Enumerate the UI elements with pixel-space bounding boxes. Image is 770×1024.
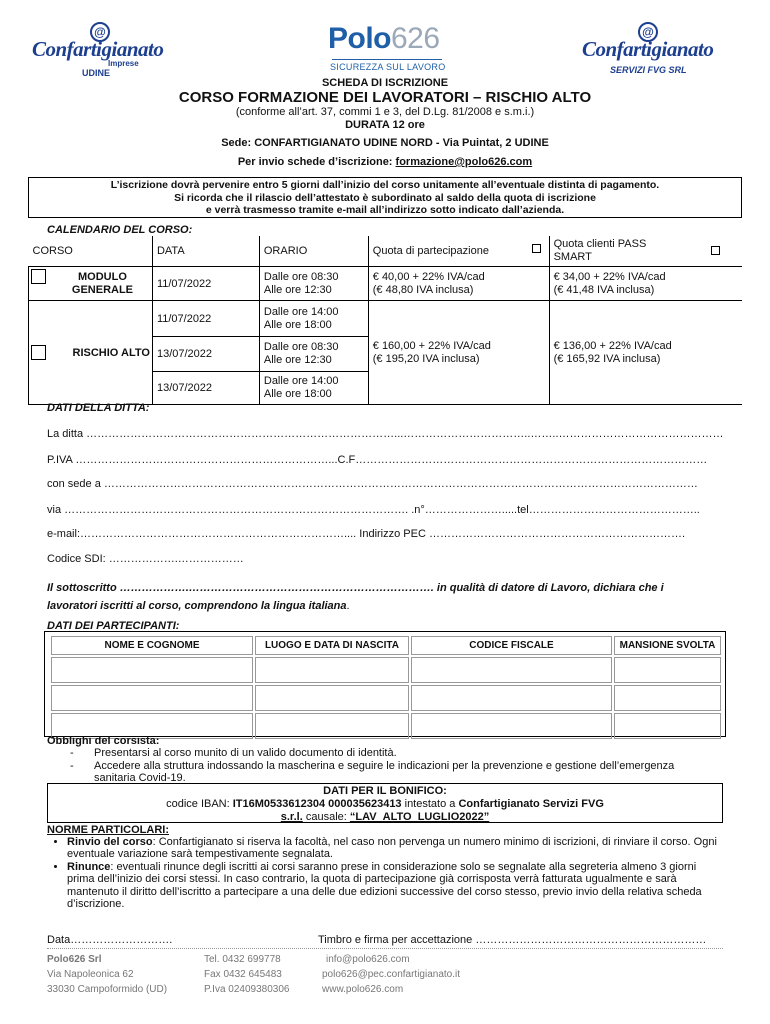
list-item	[67, 836, 723, 861]
codice-sdi-field[interactable]: Codice SDI: ……………….………………	[47, 553, 244, 565]
rischio-quota-2: (€ 195,20 IVA inclusa)	[372, 352, 480, 365]
participant-codice-cell[interactable]	[411, 657, 612, 683]
calendar-header-row	[29, 236, 743, 267]
modulo-quota-2: (€ 48,80 IVA inclusa)	[372, 283, 474, 296]
modulo-name: MODULO GENERALE	[71, 270, 134, 296]
dash-icon: -	[70, 760, 74, 772]
bonifico-box	[47, 783, 723, 823]
col-quota	[368, 236, 549, 267]
participants-frame	[44, 631, 726, 737]
intestato-label: intestato a	[401, 798, 459, 810]
rischio-smart	[549, 301, 742, 405]
footer-divider	[47, 948, 723, 949]
modulo-date: 11/07/2022	[152, 267, 259, 301]
list-item	[67, 861, 723, 911]
modulo-time	[259, 267, 368, 301]
beneficiary: Confartigianato Servizi FVG	[458, 798, 604, 810]
session-time	[259, 337, 368, 372]
bonifico-iban-line	[48, 798, 722, 811]
email-pec-field[interactable]: e-mail:……………………………………………………………….... Indirizzo PEC …………………………………………………………….	[47, 528, 686, 540]
sottoscritto-line-2-end: .	[346, 600, 350, 612]
norme-heading: NORME PARTICOLARI:	[47, 824, 170, 836]
sede-field[interactable]: con sede a ………………………………………………………………………………………………………………………………………………	[47, 478, 698, 490]
participants-heading: DATI DEI PARTECIPANTI:	[47, 620, 180, 632]
iban-value: IT16M0533612304 000035623413	[232, 798, 402, 810]
rischio-cell	[29, 301, 153, 405]
session-date: 11/07/2022	[152, 301, 259, 337]
participant-luogo-cell[interactable]	[255, 657, 409, 683]
left-logo	[30, 22, 170, 82]
col-quota-label: Quota di partecipazione	[372, 245, 489, 257]
obblighi-item-1	[70, 747, 397, 759]
main-title: CORSO FORMAZIONE DEI LAVORATORI – RISCHIO ALTO	[178, 89, 592, 106]
sottoscritto-line-2	[47, 600, 350, 612]
session-time-2: Alle ore 12:30	[263, 354, 332, 366]
rinunce-label: Rinunce	[67, 860, 111, 873]
pass-smart-checkbox[interactable]	[711, 246, 720, 255]
causale-label: causale:	[302, 811, 350, 823]
notice-line-2: Si ricorda che il rilascio dell’attestato è subordinato al saldo della quota di iscrizione	[174, 191, 596, 204]
participants-table	[49, 634, 723, 741]
rischio-quota-1: € 160,00 + 22% IVA/cad	[372, 339, 491, 352]
modulo-smart-2: (€ 41,48 IVA inclusa)	[553, 283, 655, 296]
footer-fax: Fax 0432 645483	[204, 969, 282, 980]
participant-nome-cell[interactable]	[51, 657, 253, 683]
bonifico-causale-line	[48, 811, 722, 824]
obblighi-item-2	[70, 760, 675, 772]
notice-line-1: L’iscrizione dovrà pervenire entro 5 giorni dall’inizio del corso unitamente all’eventuale distinta di pagamento.	[110, 179, 660, 191]
scheda-title: SCHEDA DI ISCRIZIONE	[321, 77, 449, 89]
quota-checkbox[interactable]	[532, 244, 541, 253]
obblighi-item-1-text: Presentarsi al corso munito di un valido documento di identità.	[94, 747, 397, 759]
modulo-smart-1: € 34,00 + 22% IVA/cad	[553, 270, 666, 283]
footer-city: 33030 Campoformido (UD)	[47, 984, 168, 995]
timbro-firma-field[interactable]: Timbro e firma per accettazione ………………………………………………………	[318, 934, 707, 946]
left-logo-imprese: Imprese	[108, 59, 139, 68]
rinvio-label: Rinvio del corso	[67, 836, 153, 848]
rischio-quota	[368, 301, 549, 405]
col-quota-clienti	[549, 236, 742, 267]
causale-value: “LAV_ALTO_LUGLIO2022”	[349, 811, 490, 823]
footer-pec-link[interactable]: polo626@pec.confartigianato.it	[322, 969, 461, 980]
participant-luogo-cell[interactable]	[255, 685, 409, 711]
center-logo	[322, 22, 447, 74]
participants-col-mansione: MANSIONE SVOLTA	[614, 636, 721, 655]
polo-logo	[328, 22, 440, 56]
via-tel-field[interactable]: via …………………………………………………………………………………. .n°………………….....tel………………………………………..	[47, 504, 700, 516]
calendar-heading: CALENDARIO DEL CORSO:	[47, 224, 193, 236]
piva-cf-field[interactable]: P.IVA ……………………………………………………………...C.F……………………………………………………………………………………	[47, 454, 708, 466]
session-time-1: Dalle ore 14:00	[263, 375, 339, 387]
obblighi-heading: Obblighi del corsista:	[47, 735, 160, 747]
participants-col-codice: CODICE FISCALE	[411, 636, 612, 655]
left-logo-sub: UDINE	[82, 68, 111, 78]
table-row	[51, 685, 721, 711]
polo-logo-rule	[332, 59, 442, 60]
at-sign-icon: @	[90, 22, 110, 42]
col-corso: CORSO	[29, 236, 153, 267]
invio-label: Per invio schede d’iscrizione:	[237, 156, 396, 168]
participants-col-luogo: LUOGO E DATA DI NASCITA	[255, 636, 409, 655]
col-quota-clienti-label: Quota clienti PASS SMART	[553, 238, 647, 263]
ditta-field[interactable]: La ditta …………………………………………………………………………...……………………………..……..………………………………………	[47, 428, 724, 440]
footer-website-link[interactable]: www.polo626.com	[322, 984, 404, 995]
participant-mansione-cell[interactable]	[614, 685, 721, 711]
session-time-2: Alle ore 18:00	[263, 388, 332, 400]
session-date: 13/07/2022	[152, 337, 259, 372]
participants-col-nome: NOME E COGNOME	[51, 636, 253, 655]
modulo-quota-1: € 40,00 + 22% IVA/cad	[372, 270, 485, 283]
rischio-name: RISCHIO ALTO	[72, 346, 150, 359]
data-field[interactable]: Data……………………….	[47, 934, 173, 946]
footer-col-contacts	[204, 952, 289, 997]
modulo-quota	[368, 267, 549, 301]
session-time-1: Dalle ore 14:00	[263, 305, 339, 318]
modulo-generale-checkbox[interactable]	[31, 269, 46, 284]
session-time	[259, 372, 368, 405]
notice-line-3: e verrà trasmesso tramite e-mail all’indirizzo sotto indicato dall’azienda.	[205, 204, 565, 216]
bonifico-heading: DATI PER IL BONIFICO:	[323, 785, 447, 797]
left-logo-name: Confartigianato	[32, 37, 164, 61]
right-logo	[580, 22, 720, 82]
footer-company-name: Polo626 Srl	[47, 954, 102, 965]
col-orario: ORARIO	[259, 236, 368, 267]
participant-codice-cell[interactable]	[411, 713, 612, 739]
sottoscritto-line-1[interactable]: Il sottoscritto ……………….…………………………………………………………. in qualità di datore di Lavoro, dichiara che i	[47, 582, 664, 594]
participant-mansione-cell[interactable]	[614, 713, 721, 739]
session-time	[259, 301, 368, 337]
notice-box	[28, 177, 742, 218]
footer-col-company	[47, 952, 167, 997]
invio-line	[0, 156, 770, 168]
sede-line: Sede: CONFARTIGIANATO UDINE NORD - Via Puintat, 2 UDINE	[221, 137, 549, 149]
footer-tel: Tel. 0432 699778	[204, 954, 281, 965]
norme-rules	[47, 836, 723, 910]
footer-email-link[interactable]: info@polo626.com	[326, 954, 410, 965]
obblighi-item-2-text: Accedere alla struttura indossando la mascherina e seguire le indicazioni per la prevenzione e gestione dell’emergenza	[94, 760, 675, 772]
table-row	[51, 657, 721, 683]
participant-codice-cell[interactable]	[411, 685, 612, 711]
right-logo-sub: SERVIZI FVG SRL	[610, 65, 687, 75]
footer-col-web	[322, 952, 460, 997]
calendar-table	[28, 236, 742, 405]
conforme-line: (conforme all’art. 37, commi 1 e 3, del D.Lg. 81/2008 e s.m.i.)	[235, 106, 535, 118]
durata-line: DURATA 12 ore	[345, 119, 425, 131]
srl-label: s.r.l.	[280, 811, 303, 823]
rischio-alto-checkbox[interactable]	[31, 345, 46, 360]
calendar-row-rischio-1	[29, 301, 743, 337]
session-time-2: Alle ore 18:00	[263, 318, 332, 331]
footer-piva: P.Iva 02409380306	[204, 984, 290, 995]
rischio-smart-1: € 136,00 + 22% IVA/cad	[553, 339, 672, 352]
calendar-row-modulo	[29, 267, 743, 301]
at-sign-icon: @	[638, 22, 658, 42]
modulo-smart	[549, 267, 742, 301]
invio-email-link[interactable]: formazione@polo626.com	[395, 156, 533, 168]
sottoscritto-line-2-text: lavoratori iscritti al corso, comprendono la lingua italiana	[47, 600, 347, 612]
participant-luogo-cell[interactable]	[255, 713, 409, 739]
rinvio-text: : Confartigianato si riserva la facoltà, nel caso non pervenga un numero minimo di iscrizioni, di rinviare il corso. Ogni eventuale variazione sarà tempestivamente segnalata.	[67, 836, 717, 861]
ditta-heading: DATI DELLA DITTA:	[47, 402, 150, 414]
iban-label: codice IBAN:	[166, 798, 233, 810]
participants-header-row	[51, 636, 721, 655]
modulo-time-2: Alle ore 12:30	[263, 283, 332, 296]
rischio-smart-2: (€ 165,92 IVA inclusa)	[553, 352, 661, 365]
norme-list	[47, 836, 723, 910]
session-date: 13/07/2022	[152, 372, 259, 405]
modulo-time-1: Dalle ore 08:30	[263, 270, 339, 283]
participant-mansione-cell[interactable]	[614, 657, 721, 683]
modulo-cell	[29, 267, 153, 301]
dash-icon: -	[70, 747, 74, 759]
footer-address: Via Napoleonica 62	[47, 969, 134, 980]
polo-logo-main: Polo	[328, 22, 391, 55]
obblighi-item-2-cont: sanitaria Covid-19.	[94, 772, 186, 784]
polo-logo-num: 626	[391, 22, 440, 55]
session-time-1: Dalle ore 08:30	[263, 341, 339, 353]
right-logo-name: Confartigianato	[582, 37, 714, 61]
col-data: DATA	[152, 236, 259, 267]
participant-nome-cell[interactable]	[51, 685, 253, 711]
polo-logo-tag: SICUREZZA SUL LAVORO	[330, 62, 446, 72]
rinunce-text: : eventuali rinunce degli iscritti ai corsi saranno prese in considerazione solo se segnalate alla segreteria almeno 3 giorni prima dell’inizio dei corsi stessi. In caso contrario, la quota di partecipazione già corrisposta verrà fatturata ugualmente e sarà mantenuto il diritto dell’iscritto a partecipare a una delle due edizioni successive del corso stesso, previo invio della relativa scheda d’iscrizione.	[67, 860, 702, 911]
